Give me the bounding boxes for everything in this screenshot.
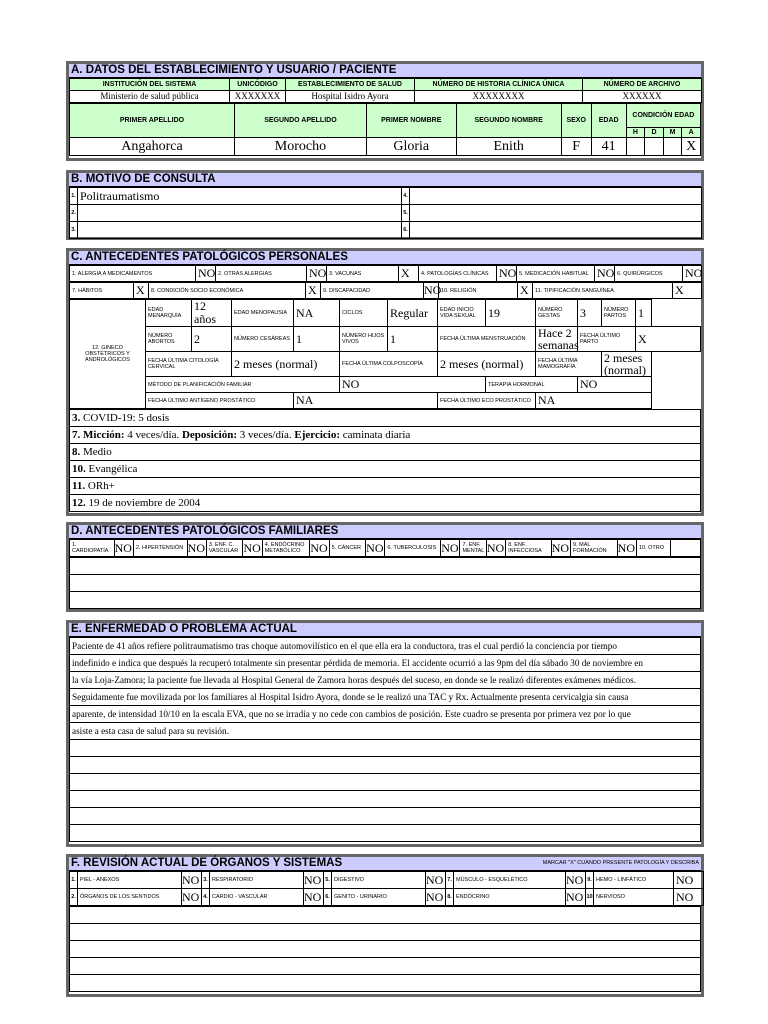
header-segundo-nombre: SEGUNDO NOMBRE — [456, 104, 561, 138]
partos-field[interactable]: 1 — [636, 300, 652, 327]
f-num: 6. — [324, 889, 332, 906]
establecimiento-field[interactable]: Hospital Isidro Ayora — [286, 91, 415, 103]
f-num: 7. — [446, 872, 454, 889]
planificacion-label: MÉTODO DE PLANIFICACIÓN FAMILIAR — [146, 377, 340, 393]
primer-apellido-field[interactable]: Angahorca — [70, 138, 235, 156]
motivo-num: 1. — [70, 188, 78, 205]
condicion-socioeconomica-field[interactable]: X — [306, 283, 321, 299]
enf-mental-label: 7. ENF. MENTAL — [460, 540, 486, 557]
historia-field[interactable]: XXXXXXXX — [415, 91, 583, 103]
f-line-3[interactable] — [70, 941, 701, 958]
partos-label: NÚMERO PARTOS — [602, 300, 636, 327]
cardio-vascular-label: CARDIO - VASCULAR — [210, 889, 304, 906]
endocrino-label: ENDÓCRINO — [454, 889, 566, 906]
alergia-medicamentos-label: 1. ALERGIA A MEDICAMENTOS — [70, 266, 196, 282]
abortos-label: NÚMERO ABORTOS — [146, 327, 192, 352]
motivo-field-1[interactable]: Politraumatismo — [78, 188, 402, 205]
tuberculosis-label: 6. TUBERCULOSIS — [385, 540, 441, 557]
planificacion-field[interactable]: NO — [340, 377, 486, 393]
endocrino-field[interactable]: NO — [566, 889, 586, 906]
colposcopia-label: FECHA ÚLTIMA COLPOSCOPÍA — [340, 352, 438, 377]
c-line-bold: Deposición: — [181, 429, 237, 441]
f-num: 2. — [70, 889, 78, 906]
motivo-field-4[interactable] — [410, 188, 702, 205]
hipertension-field[interactable]: NO — [187, 540, 205, 555]
header-historia: NÚMERO DE HISTORIA CLÍNICA ÚNICA — [415, 79, 583, 91]
organos-sentidos-label: ÓRGANOS DE LOS SENTIDOS — [78, 889, 182, 906]
header-d: D — [645, 128, 664, 138]
cond-d-field[interactable] — [645, 138, 664, 156]
motivo-num: 3. — [70, 222, 78, 239]
header-primer-nombre: PRIMER NOMBRE — [366, 104, 456, 138]
enf-mental-field[interactable]: NO — [486, 540, 505, 555]
segundo-apellido-field[interactable]: Morocho — [234, 138, 366, 156]
eco-prostatico-field[interactable]: NA — [536, 393, 652, 409]
gestas-label: NÚMERO GESTAS — [536, 300, 578, 327]
header-institucion: INSTITUCIÓN DEL SISTEMA — [70, 79, 230, 91]
fum-label: FECHA ÚLTIMA MENSTRUACIÓN — [438, 327, 536, 352]
cesareas-field[interactable]: 1 — [294, 327, 340, 352]
abortos-field[interactable]: 2 — [192, 327, 232, 352]
sexo-field[interactable]: F — [561, 138, 591, 156]
discapacidad-label: 9. DISCAPACIDAD — [321, 283, 424, 299]
c-line-text: caminata diaria — [340, 429, 411, 441]
citologia-field[interactable]: 2 meses (normal) — [232, 352, 340, 377]
cancer-field[interactable]: NO — [366, 540, 384, 555]
tipificacion-sanguinea-label: 11. TIPIFICACIÓN SANGUÍNEA — [533, 283, 673, 299]
section-e — [66, 620, 704, 847]
header-segundo-apellido: SEGUNDO APELLIDO — [234, 104, 366, 138]
discapacidad-field[interactable]: NO — [424, 283, 442, 297]
f-line-5[interactable] — [70, 975, 701, 992]
archivo-field[interactable]: XXXXXX — [583, 91, 702, 103]
f-num: 9. — [586, 872, 594, 889]
patologias-clinicas-label: 4. PATOLOGÍAS CLÍNICAS — [419, 266, 497, 282]
section-d — [66, 522, 704, 612]
section-b — [66, 170, 704, 240]
cond-h-field[interactable] — [626, 138, 645, 156]
eco-prostatico-label: FECHA ÚLTIMO ECO PROSTÁTICO — [438, 393, 536, 409]
cardiopatia-label: 1. CARDIOPATÍA — [70, 540, 115, 557]
genito-urinario-label: GENITO - URINARIO — [332, 889, 426, 906]
habitos-label: 7. HÁBITOS — [70, 283, 134, 299]
header-unicodigo: UNICÓDIGO — [230, 79, 286, 91]
section-d-title: D. ANTECEDENTES PATOLÓGICOS FAMILIARES — [69, 525, 701, 539]
f-num: 4. — [202, 889, 210, 906]
e-line[interactable] — [70, 740, 701, 757]
f-num: 5. — [324, 872, 332, 889]
unicodigo-field[interactable]: XXXXXXX — [230, 91, 286, 103]
fup-field[interactable]: X — [636, 327, 701, 352]
section-a — [66, 61, 704, 161]
motivo-num: 6. — [402, 222, 410, 239]
inicio-vida-sexual-field[interactable]: 19 — [486, 300, 536, 327]
condicion-socioeconomica-label: 8. CONDICIÓN SOCIO ECONÓMICA — [149, 283, 306, 299]
section-a-title: A. DATOS DEL ESTABLECIMIENTO Y USUARIO / PACIENTE — [69, 64, 701, 78]
c-line-bold: 12. — [72, 497, 86, 509]
e-line[interactable] — [70, 774, 701, 791]
c-line-5[interactable] — [70, 478, 701, 495]
c-line-bold: Ejercicio: — [294, 429, 341, 441]
menopausia-field[interactable]: NA — [294, 300, 340, 327]
e-line[interactable]: indefinido e indica que después la recuperó totalmente sin presentar pérdida de memoria. El accidente ocurrió a las 9pm del día sábado 30 de noviembre en — [70, 655, 701, 672]
e-line[interactable] — [70, 791, 701, 808]
alergia-medicamentos-field[interactable]: NO — [196, 266, 216, 282]
hipertension-label: 2. HIPERTENSIÓN — [133, 540, 187, 557]
vacunas-label: 3. VACUNAS — [327, 266, 399, 282]
e-line[interactable]: Paciente de 41 años refiere politraumatismo tras choque automovilístico en el que ella era la conductora, tras el cual perdió la conciencia por tiempo — [70, 638, 701, 655]
header-m: M — [663, 128, 682, 138]
medicacion-habitual-field[interactable]: NO — [595, 266, 615, 282]
musculo-esqueletico-field[interactable]: NO — [566, 872, 586, 889]
cond-m-field[interactable] — [663, 138, 682, 156]
section-f-title-text: F. REVISIÓN ACTUAL DE ÓRGANOS Y SISTEMAS — [71, 857, 343, 869]
c-line-text: 19 de noviembre de 2004 — [85, 497, 201, 509]
d-line-1[interactable] — [70, 558, 701, 575]
piel-anexos-field[interactable]: NO — [182, 872, 202, 889]
digestivo-label: DIGESTIVO — [332, 872, 426, 889]
medicacion-habitual-label: 5. MEDICACIÓN HABITUAL — [517, 266, 595, 282]
patologias-clinicas-field[interactable]: NO — [497, 266, 517, 282]
primer-nombre-field[interactable]: Gloria — [366, 138, 456, 156]
mamografia-field[interactable]: 2 meses (normal) — [602, 352, 652, 377]
respiratorio-field[interactable]: NO — [304, 872, 324, 889]
motivo-num: 5. — [402, 205, 410, 222]
c-line-bold: 3. — [72, 412, 81, 424]
hemo-linfatico-field[interactable]: NO — [674, 872, 704, 889]
e-line[interactable] — [70, 808, 701, 825]
enf-infecciosa-field[interactable]: NO — [551, 540, 570, 555]
e-line[interactable] — [70, 825, 701, 842]
f-num: 10 — [586, 889, 594, 906]
tuberculosis-field[interactable]: NO — [441, 540, 459, 555]
e-line[interactable]: aparente, de intensidad 10/10 en la escala EVA, que no se irradia y no cede con cambios de posición. Este cuadro se presenta por primera vez por lo que — [70, 706, 701, 723]
enf-c-vascular-field[interactable]: NO — [243, 540, 261, 555]
motivo-field-3[interactable] — [78, 222, 402, 239]
digestivo-field[interactable]: NO — [426, 872, 446, 889]
antigeno-label: FECHA ÚLTIMO ANTÍGENO PROSTÁTICO — [146, 393, 294, 409]
c-line-bold: 8. — [72, 446, 81, 458]
otro-label: 10. OTRO — [636, 540, 670, 557]
section-f-note: MARCAR "X" CUANDO PRESENTE PATOLOGÍA Y DESCRIBA — [542, 860, 699, 866]
tipificacion-sanguinea-field[interactable]: X — [673, 283, 702, 299]
header-primer-apellido: PRIMER APELLIDO — [70, 104, 235, 138]
organos-sentidos-field[interactable]: NO — [182, 889, 202, 906]
header-archivo: NÚMERO DE ARCHIVO — [583, 79, 702, 91]
f-num: 8. — [446, 889, 454, 906]
hijos-vivos-label: NÚMERO HIJOS VIVOS — [340, 327, 388, 352]
cardio-vascular-field[interactable]: NO — [304, 889, 324, 906]
religion-field[interactable]: X — [518, 283, 533, 299]
habitos-field[interactable]: X — [134, 283, 149, 299]
vacunas-field[interactable]: X — [399, 266, 419, 282]
header-h: H — [626, 128, 645, 138]
otras-alergias-label: 2. OTRAS ALERGIAS — [216, 266, 307, 282]
fum-field[interactable]: Hace 2 semanas — [536, 327, 578, 352]
section-c-title: C. ANTECEDENTES PATOLÓGICOS PERSONALES — [69, 251, 701, 265]
otro-field[interactable] — [671, 540, 701, 557]
motivo-field-5[interactable] — [410, 205, 702, 222]
cancer-label: 5. CÁNCER — [329, 540, 366, 557]
f-line-4[interactable] — [70, 958, 701, 975]
d-line-2[interactable] — [70, 575, 701, 592]
gestas-field[interactable]: 3 — [578, 300, 602, 327]
mal-formacion-field[interactable]: NO — [617, 540, 636, 555]
c-line-bold: 10. — [72, 463, 86, 475]
c-line-bold: 11. — [72, 480, 86, 492]
e-line[interactable] — [70, 757, 701, 774]
cesareas-label: NÚMERO CESÁREAS — [232, 327, 294, 352]
endocrino-metabolico-label: 4. ENDÓCRINO METABÓLICO — [262, 540, 310, 557]
c-line-4[interactable] — [70, 461, 701, 478]
ciclos-label: CICLOS — [340, 300, 388, 327]
c-line-text: 3 veces/día. — [236, 429, 295, 441]
section-b-title: B. MOTIVO DE CONSULTA — [69, 173, 701, 187]
menopausia-label: EDAD MENOPAUSIA — [232, 300, 294, 327]
f-num: 3. — [202, 872, 210, 889]
cond-a-field[interactable]: X — [682, 138, 701, 156]
e-line[interactable]: la vía Loja-Zamora; la paciente fue llevada al Hospital General de Zamora horas después del suceso, en donde se le realizó diferentes exámenes médicos. — [70, 672, 701, 689]
c-line-text: COVID-19: 5 dosis — [80, 412, 170, 424]
section-e-title: E. ENFERMEDAD O PROBLEMA ACTUAL — [69, 623, 701, 637]
menarquia-label: EDAD MENARQUIA — [146, 300, 192, 327]
terapia-hormonal-label: TERAPIA HORMONAL — [486, 377, 578, 393]
segundo-nombre-field[interactable]: Enith — [456, 138, 561, 156]
antigeno-field[interactable]: NA — [294, 393, 438, 409]
respiratorio-label: RESPIRATORIO — [210, 872, 304, 889]
quirurgicos-label: 6. QUIRÚRGICOS — [615, 266, 683, 282]
otras-alergias-field[interactable]: NO — [307, 266, 327, 282]
c-line-3[interactable] — [70, 444, 701, 461]
nervioso-label: NERVIOSO — [594, 889, 674, 906]
c-line-text: Evangélica — [85, 463, 138, 475]
menarquia-field[interactable]: 12 años — [192, 300, 232, 327]
f-num: 1. — [70, 872, 78, 889]
enf-c-vascular-label: 3. ENF. C. VASCULAR — [206, 540, 243, 557]
motivo-field-2[interactable] — [78, 205, 402, 222]
nervioso-field[interactable]: NO — [674, 889, 704, 906]
c-line-bold: 7. Micción: — [72, 429, 125, 441]
institucion-field[interactable]: Ministerio de salud pública — [70, 91, 230, 103]
hijos-vivos-field[interactable]: 1 — [388, 327, 438, 352]
fup-label: FECHA ÚLTIMO PARTO — [578, 327, 636, 352]
c-line-6[interactable] — [70, 495, 701, 512]
cardiopatia-field[interactable]: NO — [114, 540, 132, 555]
section-f-title — [69, 857, 701, 871]
ciclos-field[interactable]: Regular — [388, 300, 438, 327]
endocrino-metabolico-field[interactable]: NO — [310, 540, 328, 555]
mal-formacion-label: 9. MAL FORMACIÓN — [571, 540, 618, 557]
religion-label: 10. RELIGIÓN — [439, 283, 518, 299]
motivo-field-6[interactable] — [410, 222, 702, 239]
c-line-1[interactable] — [70, 410, 701, 427]
header-establecimiento: ESTABLECIMIENTO DE SALUD — [286, 79, 415, 91]
e-line[interactable]: Seguidamente fue movilizada por los familiares al Hospital Isidro Ayora, donde se le realizó una TAC y Rx. Actualmente presenta cervicalgia sin causa — [70, 689, 701, 706]
quirurgicos-field[interactable]: NO — [683, 266, 702, 282]
mamografia-label: FECHA ÚLTIMA MAMOGRAFÍA — [536, 352, 602, 377]
c-line-text: ORh+ — [85, 480, 115, 492]
motivo-num: 4. — [402, 188, 410, 205]
motivo-num: 2. — [70, 205, 78, 222]
e-line[interactable]: asiste a esta casa de salud para su revisión. — [70, 723, 701, 740]
enf-infecciosa-label: 8. ENF. INFECCIOSA — [506, 540, 552, 557]
f-line-1[interactable] — [70, 907, 701, 924]
d-line-3[interactable] — [70, 592, 701, 609]
piel-anexos-label: PIEL - ANEXOS — [78, 872, 182, 889]
musculo-esqueletico-label: MÚSCULO - ESQUELÉTICO — [454, 872, 566, 889]
hemo-linfatico-label: HEMO - LINFÁTICO — [594, 872, 674, 889]
citologia-label: FECHA ÚLTIMA CITOLOGÍA CERVICAL — [146, 352, 232, 377]
header-edad: EDAD — [591, 104, 626, 138]
section-f — [66, 854, 704, 997]
section-c — [66, 248, 704, 516]
edad-field[interactable]: 41 — [591, 138, 626, 156]
c-line-2[interactable] — [70, 427, 701, 444]
terapia-hormonal-field[interactable]: NO — [578, 377, 652, 393]
inicio-vida-sexual-label: EDAD INICIO VIDA SEXUAL — [438, 300, 486, 327]
colposcopia-field[interactable]: 2 meses (normal) — [438, 352, 536, 377]
gineco-label: 12. GINECO OBSTÉTRICOS Y ANDROLÓGICOS — [70, 300, 146, 409]
c-line-text: 4 veces/día. — [124, 429, 182, 441]
f-line-2[interactable] — [70, 924, 701, 941]
genito-urinario-field[interactable]: NO — [426, 889, 446, 906]
header-a: A — [682, 128, 701, 138]
header-condicion-edad: CONDICIÓN EDAD — [626, 104, 700, 128]
header-sexo: SEXO — [561, 104, 591, 138]
c-line-text: Medio — [80, 446, 112, 458]
